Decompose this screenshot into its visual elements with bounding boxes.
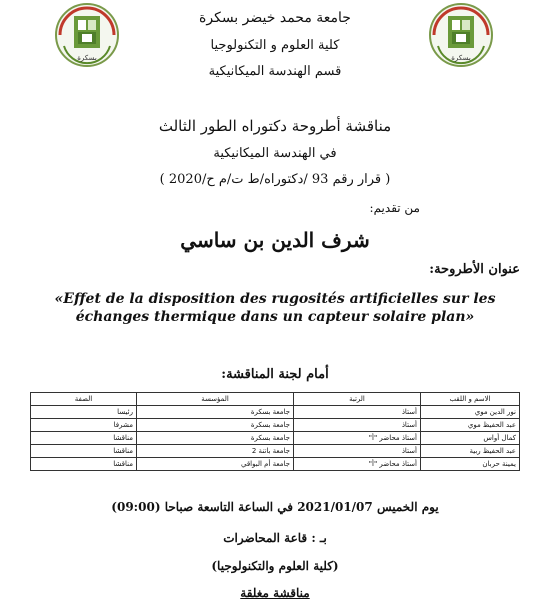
table-row: [31, 432, 520, 445]
jury-institution: جامعة بسكرة: [137, 406, 294, 419]
specialty: في الهندسة الميكانيكية: [213, 146, 337, 161]
thesis-label: عنوان الأطروحة:: [429, 262, 520, 277]
jury-role: رئيسا: [31, 406, 137, 419]
jury-role: مناقشا: [31, 445, 137, 458]
schedule-date: 2021/01/07: [297, 500, 373, 514]
logo-caption-right: بسكرة: [451, 54, 471, 62]
venue-prefix: بـ :: [311, 531, 327, 545]
jury-rank: أستاذ: [294, 445, 421, 458]
jury-table: [30, 392, 520, 471]
faculty-name: كلية العلوم و التكنولوجيا: [210, 38, 340, 53]
jury-name: كمال أواس: [421, 432, 520, 445]
logo-caption-left: بسكرة: [77, 54, 97, 62]
thesis-title: «Effet de la disposition des rugosités artificielles sur les échanges thermique dans un capteur solaire plan»: [54, 291, 496, 325]
venue-faculty: (كلية العلوم والتكنولوجيا): [211, 559, 339, 573]
schedule-line: [0, 500, 550, 514]
jury-name: نور الدين موي: [421, 406, 520, 419]
presented-by-label: من تقديم:: [369, 201, 420, 215]
header-institution: المؤسسة: [137, 393, 294, 406]
schedule-time: (09:00): [111, 500, 161, 514]
venue-line: [0, 531, 550, 545]
candidate-name: شرف الدين بن ساسي: [180, 228, 370, 252]
closed-session-note: مناقشة مغلقة: [240, 586, 310, 600]
schedule-day: يوم الخميس: [376, 500, 439, 514]
schedule-time-label: في الساعة التاسعة صباحا: [164, 500, 293, 514]
jury-institution: جامعة باتنة 2: [137, 445, 294, 458]
university-name: جامعة محمد خيضر بسكرة: [199, 10, 351, 26]
jury-institution: جامعة أم البواقي: [137, 458, 294, 471]
jury-rank: أستاذ محاضر "أ": [294, 458, 421, 471]
table-row: [31, 445, 520, 458]
jury-role: مناقشا: [31, 458, 137, 471]
header-role: الصفة: [31, 393, 137, 406]
jury-rank: أستاذ محاضر "أ": [294, 432, 421, 445]
jury-name: عبد الحفيظ ربية: [421, 445, 520, 458]
department-name: قسم الهندسة الميكانيكية: [208, 64, 342, 79]
jury-rank: أستاذ: [294, 419, 421, 432]
jury-label: أمام لجنة المناقشة:: [221, 367, 329, 382]
jury-header-row: [31, 393, 520, 406]
jury-role: مشرفا: [31, 419, 137, 432]
jury-name: عبد الحفيظ موي: [421, 419, 520, 432]
jury-name: يمينة حربان: [421, 458, 520, 471]
table-row: [31, 419, 520, 432]
jury-institution: جامعة بسكرة: [137, 419, 294, 432]
table-row: [31, 458, 520, 471]
decision-number: ( قرار رقم 93 /دكتوراه/ط ت/م ح/2020 ): [159, 172, 391, 187]
defense-title: مناقشة أطروحة دكتوراه الطور الثالث: [158, 117, 392, 135]
jury-rank: أستاذ: [294, 406, 421, 419]
jury-role: مناقشا: [31, 432, 137, 445]
header-rank: الرتبة: [294, 393, 421, 406]
venue-hall: قاعة المحاضرات: [223, 531, 308, 545]
header-name: الاسم و اللقب: [421, 393, 520, 406]
table-row: [31, 406, 520, 419]
jury-institution: جامعة بسكرة: [137, 432, 294, 445]
